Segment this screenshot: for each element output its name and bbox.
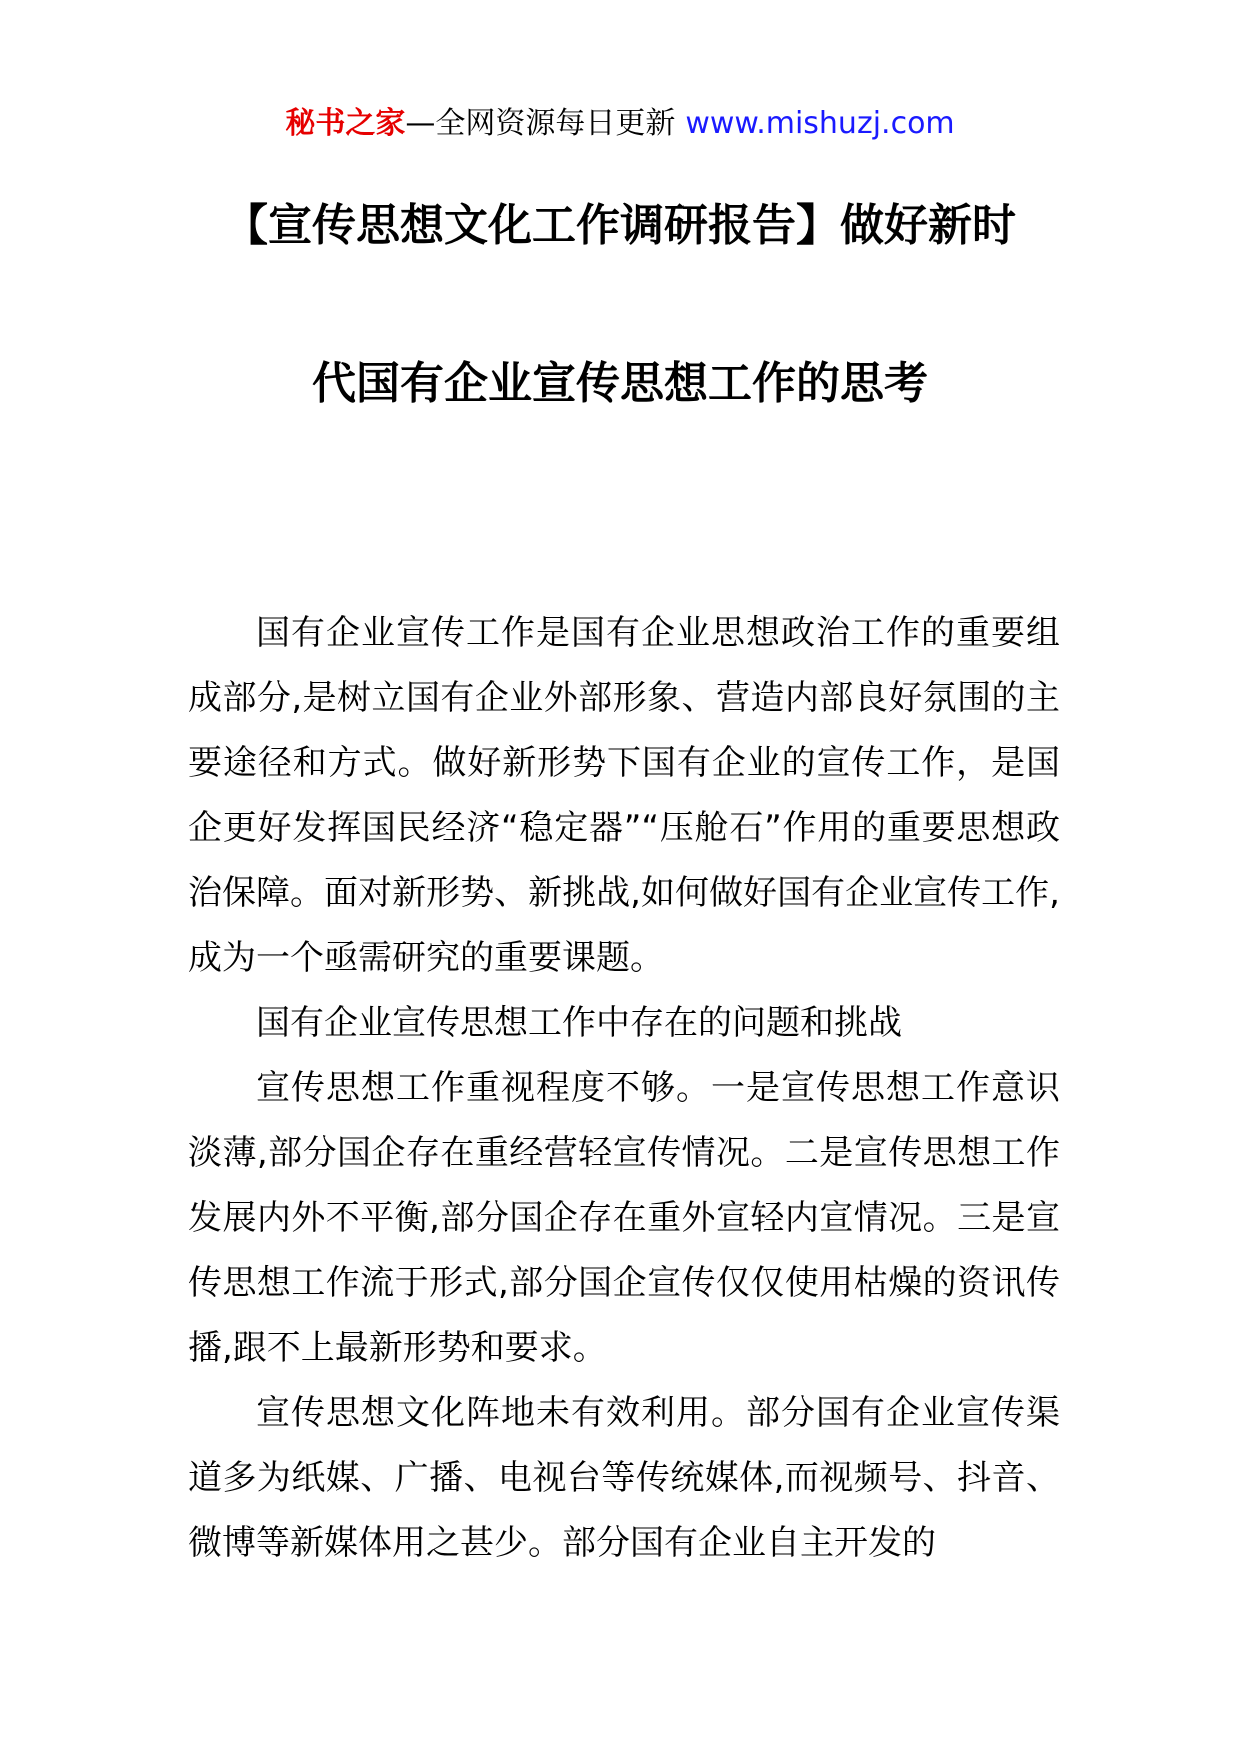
document-title-line-2: 代国有企业宣传思想工作的思考 <box>312 358 928 409</box>
document-title-line-1: 【宣传思想文化工作调研报告】做好新时 <box>224 200 1016 251</box>
header-dash: — <box>405 106 436 141</box>
paragraph-problem-1: 宣传思想工作重视程度不够。一是宣传思想工作意识淡薄,部分国企存在重经营轻宣传情况。二是宣传思想工作发展内外不平衡,部分国企存在重外宣轻内宣情况。三是宣传思想工作流于形式,部分国企宣传仅仅使用枯燥的资讯传播,跟不上最新形势和要求。 <box>188 1068 1060 1368</box>
site-header <box>0 102 1240 146</box>
section-heading: 国有企业宣传思想工作中存在的问题和挑战 <box>256 1003 902 1043</box>
brand-name: 秘书之家 <box>285 106 406 141</box>
paragraph-intro: 国有企业宣传工作是国有企业思想政治工作的重要组成部分,是树立国有企业外部形象、营造内部良好氛围的主要途径和方式。做好新形势下国有企业的宣传工作，是国企更好发挥国民经济“稳定器”“压舱石”作用的重要思想政治保障。面对新形势、新挑战,如何做好国有企业宣传工作,成为一个亟需研究的重要课题。 <box>188 613 1060 978</box>
header-tagline: 全网资源每日更新 <box>435 106 676 141</box>
paragraph-problem-2: 宣传思想文化阵地未有效利用。部分国有企业宣传渠道多为纸媒、广播、电视台等传统媒体,而视频号、抖音、微博等新媒体用之甚少。部分国有企业自主开发的 <box>188 1393 1060 1563</box>
document-body <box>188 601 1060 1576</box>
site-url-link[interactable]: www.mishuzj.com <box>685 106 955 141</box>
